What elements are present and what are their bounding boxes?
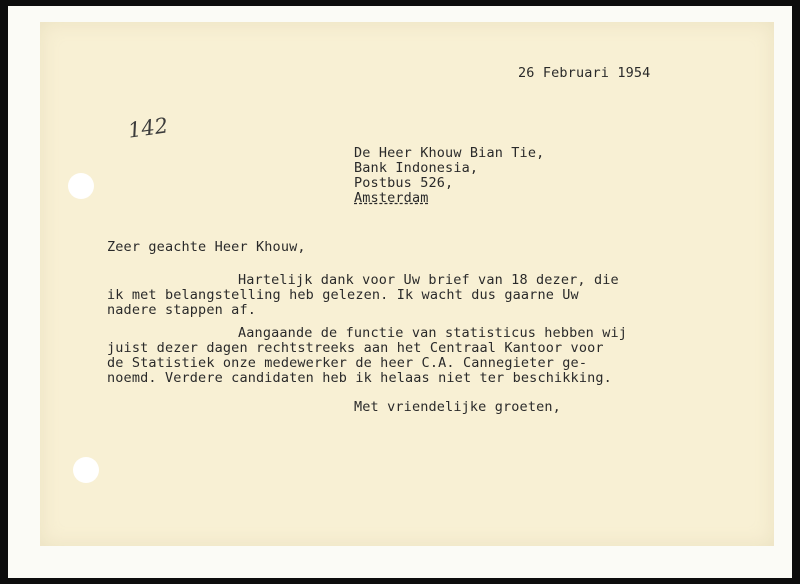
punch-hole-top <box>68 173 94 199</box>
recipient-name: De Heer Khouw Bian Tie, <box>354 145 545 161</box>
paragraph-2-line-1: Aangaande de functie van statisticus hebben wij <box>238 325 628 341</box>
closing: Met vriendelijke groeten, <box>354 399 561 415</box>
handwritten-note: 142 <box>126 113 170 143</box>
paragraph-1-line-1: Hartelijk dank voor Uw brief van 18 dezer, die <box>238 272 619 288</box>
paragraph-2-line-4: noemd. Verdere candidaten heb ik helaas niet ter beschikking. <box>107 370 612 386</box>
punch-hole-bottom <box>73 457 99 483</box>
paragraph-2-line-2: juist dezer dagen rechtstreeks aan het Centraal Kantoor voor <box>107 340 604 356</box>
recipient-bank: Bank Indonesia, <box>354 160 479 176</box>
recipient-city: Amsterdam <box>354 190 429 206</box>
paragraph-1-line-2: ik met belangstelling heb gelezen. Ik wacht dus gaarne Uw <box>107 287 579 303</box>
letter-date: 26 Februari 1954 <box>518 65 651 81</box>
salutation: Zeer geachte Heer Khouw, <box>107 239 306 255</box>
paragraph-2-line-3: de Statistiek onze medewerker de heer C.A. Cannegieter ge- <box>107 355 588 371</box>
paragraph-1-line-3: nadere stappen af. <box>107 302 256 318</box>
recipient-postbox: Postbus 526, <box>354 175 454 191</box>
